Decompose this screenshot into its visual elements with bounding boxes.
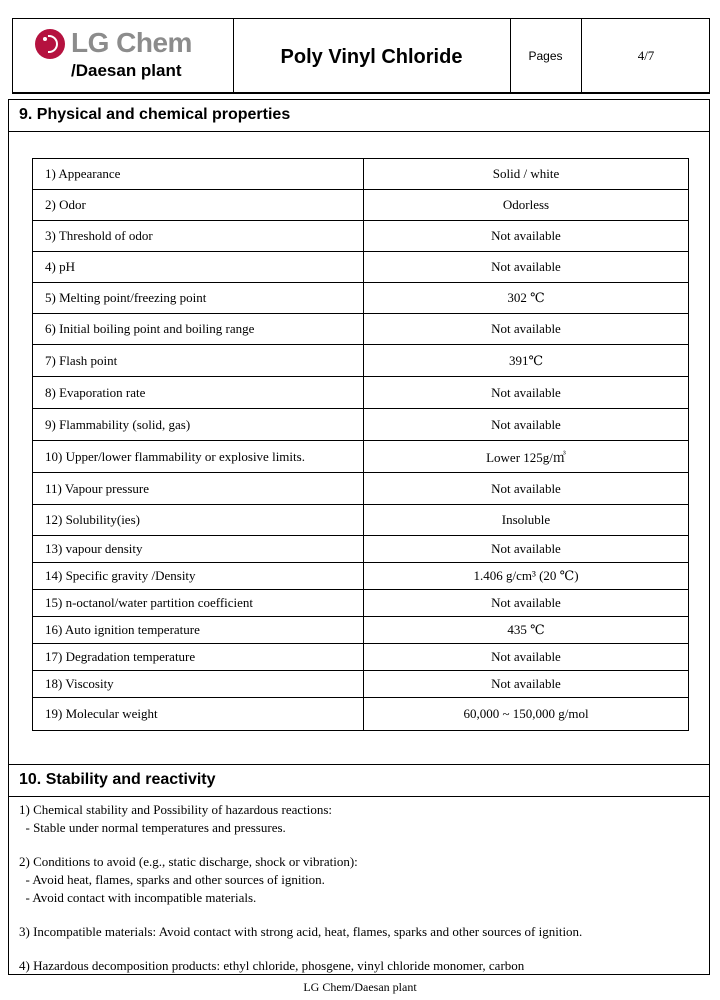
- property-label: 14) Specific gravity /Density: [33, 563, 364, 590]
- property-label: 16) Auto ignition temperature: [33, 617, 364, 644]
- property-label: 10) Upper/lower flammability or explosive limits.: [33, 441, 364, 473]
- table-row: [33, 473, 689, 505]
- property-value: Not available: [364, 590, 689, 617]
- lg-chem-logo: [35, 29, 205, 61]
- property-label: 4) pH: [33, 252, 364, 283]
- table-row: [33, 644, 689, 671]
- property-label: 15) n-octanol/water partition coefficient: [33, 590, 364, 617]
- property-value: Not available: [364, 409, 689, 441]
- text-line: 1) Chemical stability and Possibility of hazardous reactions:: [19, 802, 333, 817]
- text-line: 3) Incompatible materials: Avoid contact with strong acid, heat, flames, sparks and other sources of ignition.: [19, 924, 583, 939]
- text-line: - Stable under normal temperatures and pressures.: [19, 820, 286, 835]
- property-label: 5) Melting point/freezing point: [33, 283, 364, 314]
- plant-name: /Daesan plant: [71, 61, 182, 80]
- properties-table: [32, 158, 689, 731]
- table-row: [33, 409, 689, 441]
- table-row: [33, 314, 689, 345]
- table-row: [33, 221, 689, 252]
- table-row: [33, 441, 689, 473]
- table-row: [33, 190, 689, 221]
- table-row: [33, 617, 689, 644]
- property-label: 8) Evaporation rate: [33, 377, 364, 409]
- pages-label: Pages: [528, 49, 563, 63]
- property-label: 3) Threshold of odor: [33, 221, 364, 252]
- text-line: 2) Conditions to avoid (e.g., static discharge, shock or vibration):: [19, 854, 358, 869]
- pages-label-cell: [510, 19, 582, 92]
- property-value: Solid / white: [364, 159, 689, 190]
- table-row: [33, 671, 689, 698]
- property-label: 19) Molecular weight: [33, 698, 364, 731]
- pages-value: 4/7: [637, 48, 655, 63]
- property-value: Not available: [364, 377, 689, 409]
- property-value: 302 ℃: [364, 283, 689, 314]
- table-row: [33, 698, 689, 731]
- section-10-body: [19, 801, 703, 975]
- property-value: 1.406 g/cm³ (20 ℃): [364, 563, 689, 590]
- logo-cell: [13, 19, 234, 92]
- property-label: 9) Flammability (solid, gas): [33, 409, 364, 441]
- title-cell: [233, 19, 511, 92]
- property-value: Not available: [364, 671, 689, 698]
- table-row: [33, 283, 689, 314]
- property-label: 17) Degradation temperature: [33, 644, 364, 671]
- property-value: Not available: [364, 644, 689, 671]
- text-line: - Avoid contact with incompatible materials.: [19, 890, 257, 905]
- property-value: Lower 125g/㎥: [364, 441, 689, 473]
- document-title: Poly Vinyl Chloride: [280, 46, 463, 68]
- document-header: [12, 18, 710, 94]
- property-value: Not available: [364, 221, 689, 252]
- section-9-title: 9. Physical and chemical properties: [9, 100, 709, 132]
- property-label: 6) Initial boiling point and boiling range: [33, 314, 364, 345]
- property-label: 12) Solubility(ies): [33, 505, 364, 536]
- property-value: Not available: [364, 536, 689, 563]
- table-row: [33, 345, 689, 377]
- property-label: 11) Vapour pressure: [33, 473, 364, 505]
- property-label: 7) Flash point: [33, 345, 364, 377]
- lg-face-icon: [35, 29, 65, 59]
- property-value: Not available: [364, 473, 689, 505]
- table-row: [33, 505, 689, 536]
- property-label: 2) Odor: [33, 190, 364, 221]
- property-value: Not available: [364, 252, 689, 283]
- table-row: [33, 590, 689, 617]
- table-row: [33, 536, 689, 563]
- property-label: 18) Viscosity: [33, 671, 364, 698]
- table-row: [33, 377, 689, 409]
- page-footer: LG Chem/Daesan plant: [303, 980, 417, 994]
- text-line: 4) Hazardous decomposition products: ethyl chloride, phosgene, vinyl chloride monomer, carbon: [19, 958, 525, 973]
- table-row: [33, 252, 689, 283]
- property-label: 1) Appearance: [33, 159, 364, 190]
- pages-value-cell: [581, 19, 711, 92]
- text-line: - Avoid heat, flames, sparks and other sources of ignition.: [19, 872, 325, 887]
- property-label: 13) vapour density: [33, 536, 364, 563]
- table-row: [33, 159, 689, 190]
- logo-text: LG Chem: [71, 27, 192, 58]
- content-frame: [8, 99, 710, 975]
- property-value: 435 ℃: [364, 617, 689, 644]
- property-value: 60,000 ~ 150,000 g/mol: [364, 698, 689, 731]
- property-value: Odorless: [364, 190, 689, 221]
- property-value: Insoluble: [364, 505, 689, 536]
- section-10-title: 10. Stability and reactivity: [9, 764, 709, 797]
- property-value: Not available: [364, 314, 689, 345]
- table-row: [33, 563, 689, 590]
- property-value: 391℃: [364, 345, 689, 377]
